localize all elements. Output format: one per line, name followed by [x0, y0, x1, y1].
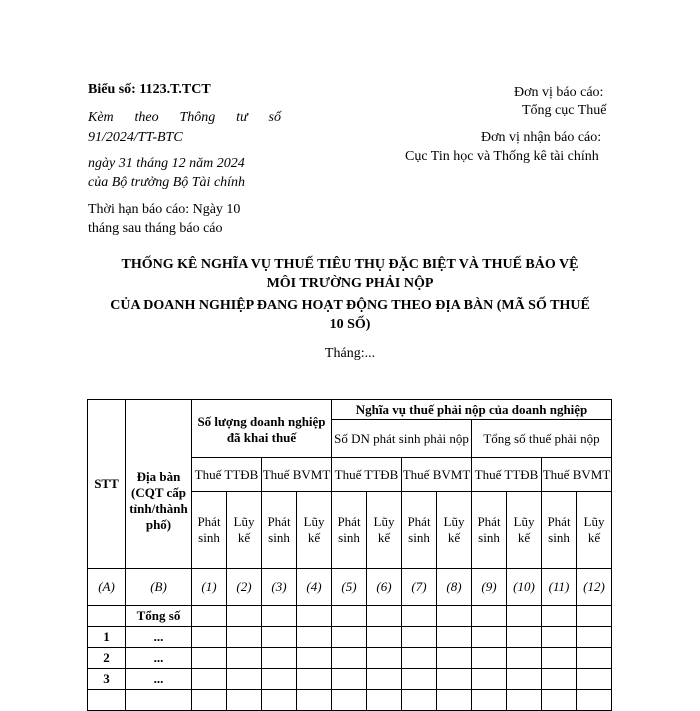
table-cell — [192, 690, 227, 711]
index-cell: (6) — [367, 569, 402, 606]
table-cell — [437, 648, 472, 669]
index-cell: (8) — [437, 569, 472, 606]
title-line-4: 10 SỐ) — [329, 317, 371, 332]
table-cell — [472, 648, 507, 669]
table-cell — [192, 648, 227, 669]
table-cell — [507, 669, 542, 690]
table-cell — [88, 690, 126, 711]
cumulative-header: Lũy kế — [507, 492, 542, 569]
index-cell: (4) — [297, 569, 332, 606]
table-cell — [367, 669, 402, 690]
cumulative-header: Lũy kế — [297, 492, 332, 569]
form-number: Biểu số: 1123.T.TCT — [88, 82, 211, 97]
table-cell — [472, 627, 507, 648]
arising-header: Phát sinh — [472, 492, 507, 569]
tax-bvmt-header: Thuế BVMT — [402, 458, 472, 492]
table-cell — [507, 627, 542, 648]
row-area: ... — [126, 627, 192, 648]
table-cell — [192, 627, 227, 648]
index-cell: (2) — [227, 569, 262, 606]
table-cell — [332, 669, 367, 690]
row-area: ... — [126, 669, 192, 690]
table-cell — [577, 648, 612, 669]
sub-header-dn-count: Số DN phát sinh phải nộp — [332, 420, 472, 458]
table-cell — [437, 690, 472, 711]
table-row — [88, 669, 612, 690]
row-area: ... — [126, 648, 192, 669]
col-header-stt: STT — [88, 400, 126, 569]
table-cell — [367, 648, 402, 669]
table-cell — [227, 606, 262, 627]
table-cell — [332, 606, 367, 627]
index-cell: (A) — [88, 569, 126, 606]
table-cell — [402, 627, 437, 648]
table-cell — [437, 669, 472, 690]
table-cell — [507, 606, 542, 627]
tax-bvmt-header: Thuế BVMT — [542, 458, 612, 492]
table-cell — [297, 690, 332, 711]
row-number: 3 — [88, 669, 126, 690]
table-cell — [262, 669, 297, 690]
table-cell — [367, 627, 402, 648]
title-line-3: CỦA DOANH NGHIỆP ĐANG HOẠT ĐỘNG THEO ĐỊA BÀN (MÃ SỐ THUẾ — [110, 298, 590, 313]
table-cell — [577, 606, 612, 627]
table-cell — [192, 606, 227, 627]
table-cell — [507, 648, 542, 669]
table-cell — [577, 669, 612, 690]
table-cell — [332, 648, 367, 669]
table-cell — [262, 606, 297, 627]
table-cell — [437, 606, 472, 627]
table-cell — [126, 690, 192, 711]
table-cell — [297, 627, 332, 648]
table-cell — [402, 669, 437, 690]
table-cell — [367, 606, 402, 627]
issuer-line: của Bộ trưởng Bộ Tài chính — [88, 175, 246, 190]
table-cell — [227, 627, 262, 648]
table-cell — [297, 669, 332, 690]
cumulative-header: Lũy kế — [227, 492, 262, 569]
table-cell — [437, 627, 472, 648]
table-cell — [227, 690, 262, 711]
table-cell — [297, 648, 332, 669]
table-cell — [542, 690, 577, 711]
table-cell — [367, 690, 402, 711]
deadline-line-2: tháng sau tháng báo cáo — [88, 221, 223, 236]
table-cell — [262, 690, 297, 711]
table-cell — [542, 669, 577, 690]
title-line-1: THỐNG KÊ NGHĨA VỤ THUẾ TIÊU THỤ ĐẶC BIỆT VÀ THUẾ BẢO VỆ — [121, 257, 579, 272]
group-header-obligation: Nghĩa vụ thuế phải nộp của doanh nghiệp — [332, 400, 612, 420]
table-cell — [227, 648, 262, 669]
table-row — [88, 627, 612, 648]
sub-header-total-tax: Tổng số thuế phải nộp — [472, 420, 612, 458]
table-cell — [472, 690, 507, 711]
table-cell — [332, 627, 367, 648]
tax-ttdb-header: Thuế TTĐB — [332, 458, 402, 492]
index-cell: (7) — [402, 569, 437, 606]
total-label: Tổng số — [126, 606, 192, 627]
col-header-area: Địa bàn (CQT cấp tỉnh/thành phố) — [126, 400, 192, 569]
table-cell — [402, 606, 437, 627]
tax-ttdb-header: Thuế TTĐB — [472, 458, 542, 492]
row-number: 2 — [88, 648, 126, 669]
tax-bvmt-header: Thuế BVMT — [262, 458, 332, 492]
attach-line-2: 91/2024/TT-BTC — [88, 130, 183, 145]
table-row — [88, 690, 612, 711]
index-cell: (5) — [332, 569, 367, 606]
table-cell — [262, 648, 297, 669]
row-number: 1 — [88, 627, 126, 648]
group-header-declared-count: Số lượng doanh nghiệp đã khai thuế — [192, 400, 332, 458]
table-row — [88, 648, 612, 669]
index-cell: (9) — [472, 569, 507, 606]
receiving-unit: Cục Tin học và Thống kê tài chính — [405, 149, 599, 164]
table-cell — [262, 627, 297, 648]
statistics-table — [87, 399, 612, 711]
reporting-unit-label: Đơn vị báo cáo: — [514, 85, 604, 100]
cumulative-header: Lũy kế — [367, 492, 402, 569]
index-cell: (1) — [192, 569, 227, 606]
table-cell — [227, 669, 262, 690]
tax-ttdb-header: Thuế TTĐB — [192, 458, 262, 492]
table-cell — [577, 690, 612, 711]
index-cell: (12) — [577, 569, 612, 606]
arising-header: Phát sinh — [262, 492, 297, 569]
table-cell — [192, 669, 227, 690]
arising-header: Phát sinh — [402, 492, 437, 569]
table-cell — [332, 690, 367, 711]
table-cell — [88, 606, 126, 627]
index-cell: (10) — [507, 569, 542, 606]
cumulative-header: Lũy kế — [437, 492, 472, 569]
cumulative-header: Lũy kế — [577, 492, 612, 569]
table-cell — [507, 690, 542, 711]
table-cell — [472, 606, 507, 627]
circular-date: ngày 31 tháng 12 năm 2024 — [88, 156, 245, 171]
deadline-line-1: Thời hạn báo cáo: Ngày 10 — [88, 202, 241, 217]
report-month: Tháng:... — [324, 346, 376, 361]
title-line-2: MÔI TRƯỜNG PHẢI NỘP — [266, 276, 434, 291]
table-cell — [577, 627, 612, 648]
index-cell: (B) — [126, 569, 192, 606]
attach-line-1: Kèm theo Thông tư số — [88, 110, 281, 125]
arising-header: Phát sinh — [332, 492, 367, 569]
total-row — [88, 606, 612, 627]
reporting-unit: Tổng cục Thuế — [522, 103, 607, 118]
index-cell: (3) — [262, 569, 297, 606]
receiving-unit-label: Đơn vị nhận báo cáo: — [481, 130, 602, 145]
table-cell — [542, 648, 577, 669]
arising-header: Phát sinh — [192, 492, 227, 569]
table-cell — [472, 669, 507, 690]
arising-header: Phát sinh — [542, 492, 577, 569]
table-cell — [297, 606, 332, 627]
table-cell — [402, 690, 437, 711]
table-cell — [542, 606, 577, 627]
table-cell — [402, 648, 437, 669]
index-cell: (11) — [542, 569, 577, 606]
table-cell — [542, 627, 577, 648]
